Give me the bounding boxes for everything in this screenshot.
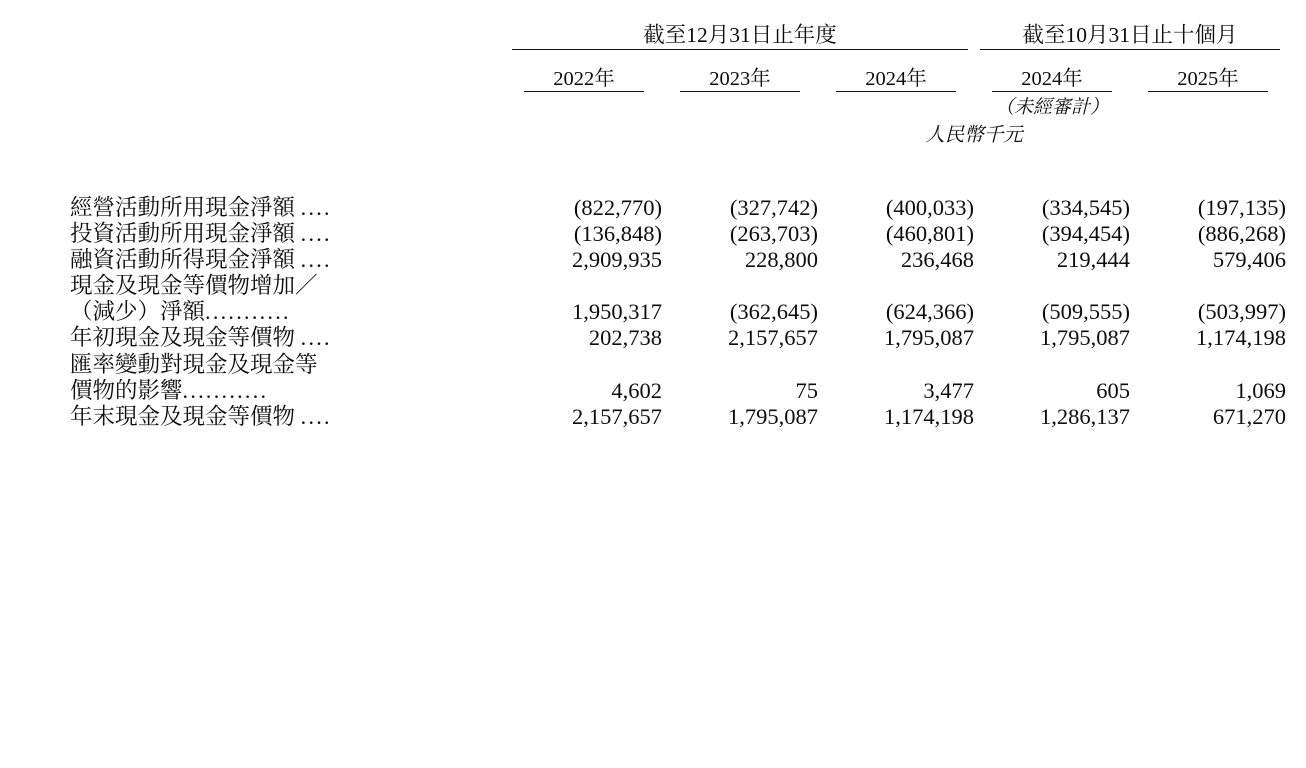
row-label xyxy=(70,404,506,430)
unit-note-trailing xyxy=(1130,119,1286,147)
row-value: (822,770) xyxy=(573,195,662,220)
row-value: 2,157,657 xyxy=(728,325,818,351)
table-row xyxy=(70,195,1286,221)
row-label xyxy=(70,378,506,404)
row-label-text: 經營活動所用現金淨額 xyxy=(70,195,296,220)
table-row xyxy=(70,378,1286,404)
row-label-text: （減少）淨額 xyxy=(70,299,206,325)
row-value: (400,033) xyxy=(885,195,975,220)
group-gap-row xyxy=(70,50,1286,61)
table-row xyxy=(70,325,1286,351)
unaudited-note-spacer xyxy=(70,92,974,119)
group-header-ten-months: 截至10月31日止十個月 xyxy=(1022,23,1238,47)
column-header-2024: 2024年 xyxy=(865,68,927,90)
row-value: 1,795,087 xyxy=(1040,325,1131,351)
table-row xyxy=(70,299,1286,325)
column-header-2025-tenmonth: 2025年 xyxy=(1177,68,1239,90)
row-leader-dots: .... xyxy=(300,325,332,351)
unaudited-note-trailing xyxy=(1130,92,1286,119)
row-label-line1-spacer xyxy=(506,273,1286,299)
row-leader-dots: .... xyxy=(300,247,332,273)
header-body-gap-row xyxy=(70,147,1286,195)
row-label xyxy=(70,299,506,325)
row-value: (624,366) xyxy=(885,299,975,325)
row-label xyxy=(70,325,506,351)
row-value: (334,545) xyxy=(1041,195,1131,220)
column-header-spacer xyxy=(70,61,506,91)
row-value: (263,703) xyxy=(729,221,818,247)
row-value: (136,848) xyxy=(573,221,662,247)
column-header-2022: 2022年 xyxy=(553,68,615,90)
row-label-text: 融資活動所得現金淨額 xyxy=(70,247,296,273)
unit-note: 人民幣千元 xyxy=(925,125,1023,146)
row-leader-dots: .... xyxy=(300,403,332,429)
row-value: 1,174,198 xyxy=(1196,325,1287,351)
table-row-continuation xyxy=(70,273,1286,299)
row-value: (460,801) xyxy=(885,221,975,247)
row-value: 605 xyxy=(1096,377,1131,403)
column-header-row xyxy=(70,61,1286,91)
row-value: (197,135) xyxy=(1197,195,1287,220)
unaudited-note: （未經審計） xyxy=(995,97,1110,118)
row-value: 75 xyxy=(795,377,818,403)
row-leader-dots: .... xyxy=(300,195,332,220)
row-value: (362,645) xyxy=(729,299,818,325)
row-label xyxy=(70,221,506,247)
row-value: 228,800 xyxy=(744,247,818,273)
row-value: 1,950,317 xyxy=(572,299,662,325)
row-value: 1,286,137 xyxy=(1040,403,1131,429)
row-value: 1,795,087 xyxy=(728,403,818,429)
header-body-gap xyxy=(70,147,1286,195)
row-value: 1,174,198 xyxy=(884,403,975,429)
document-page xyxy=(0,18,1306,768)
group-header-row xyxy=(70,18,1286,49)
cash-flow-table xyxy=(70,18,1286,430)
group-header-year: 截至12月31日止年度 xyxy=(643,23,837,47)
row-label-text: 價物的影響 xyxy=(70,377,183,403)
unaudited-note-row xyxy=(70,92,1286,119)
row-value: (503,997) xyxy=(1197,299,1287,325)
table-row xyxy=(70,404,1286,430)
row-leader-dots: .... xyxy=(300,221,332,247)
row-label xyxy=(70,247,506,273)
table-row-continuation xyxy=(70,352,1286,378)
row-label-text: 年初現金及現金等價物 xyxy=(70,325,296,351)
row-value: (509,555) xyxy=(1041,299,1131,325)
column-header-2024-tenmonth: 2024年 xyxy=(1021,68,1083,90)
row-value: (394,454) xyxy=(1041,221,1131,247)
row-value: (327,742) xyxy=(729,195,818,220)
table-row xyxy=(70,221,1286,247)
row-value: 2,157,657 xyxy=(572,403,662,429)
row-value: 671,270 xyxy=(1212,403,1287,429)
row-value: 2,909,935 xyxy=(572,247,662,273)
row-label-line1-spacer xyxy=(506,352,1286,378)
row-value: (886,268) xyxy=(1197,221,1287,247)
row-label-line1: 匯率變動對現金及現金等 xyxy=(70,351,318,377)
column-header-2023: 2023年 xyxy=(709,68,771,90)
table-row xyxy=(70,247,1286,273)
row-label xyxy=(70,195,506,221)
row-value: 219,444 xyxy=(1056,247,1131,273)
row-label-line1: 現金及現金等價物增加／ xyxy=(70,273,318,299)
unit-note-spacer xyxy=(70,119,818,147)
row-value: 202,738 xyxy=(588,325,662,351)
row-value: 1,795,087 xyxy=(884,325,975,351)
row-label-text: 年末現金及現金等價物 xyxy=(70,403,296,429)
row-value: 236,468 xyxy=(900,247,975,273)
group-gap xyxy=(70,50,1286,61)
row-leader-dots: ........... xyxy=(205,299,291,325)
group-header-spacer xyxy=(70,18,506,49)
row-value: 3,477 xyxy=(923,377,975,403)
row-value: 4,602 xyxy=(611,377,662,403)
row-leader-dots: ........... xyxy=(182,377,269,403)
row-value: 1,069 xyxy=(1235,377,1287,403)
row-label-text: 投資活動所用現金淨額 xyxy=(70,221,296,247)
row-value: 579,406 xyxy=(1212,247,1287,273)
unit-note-row xyxy=(70,119,1286,147)
